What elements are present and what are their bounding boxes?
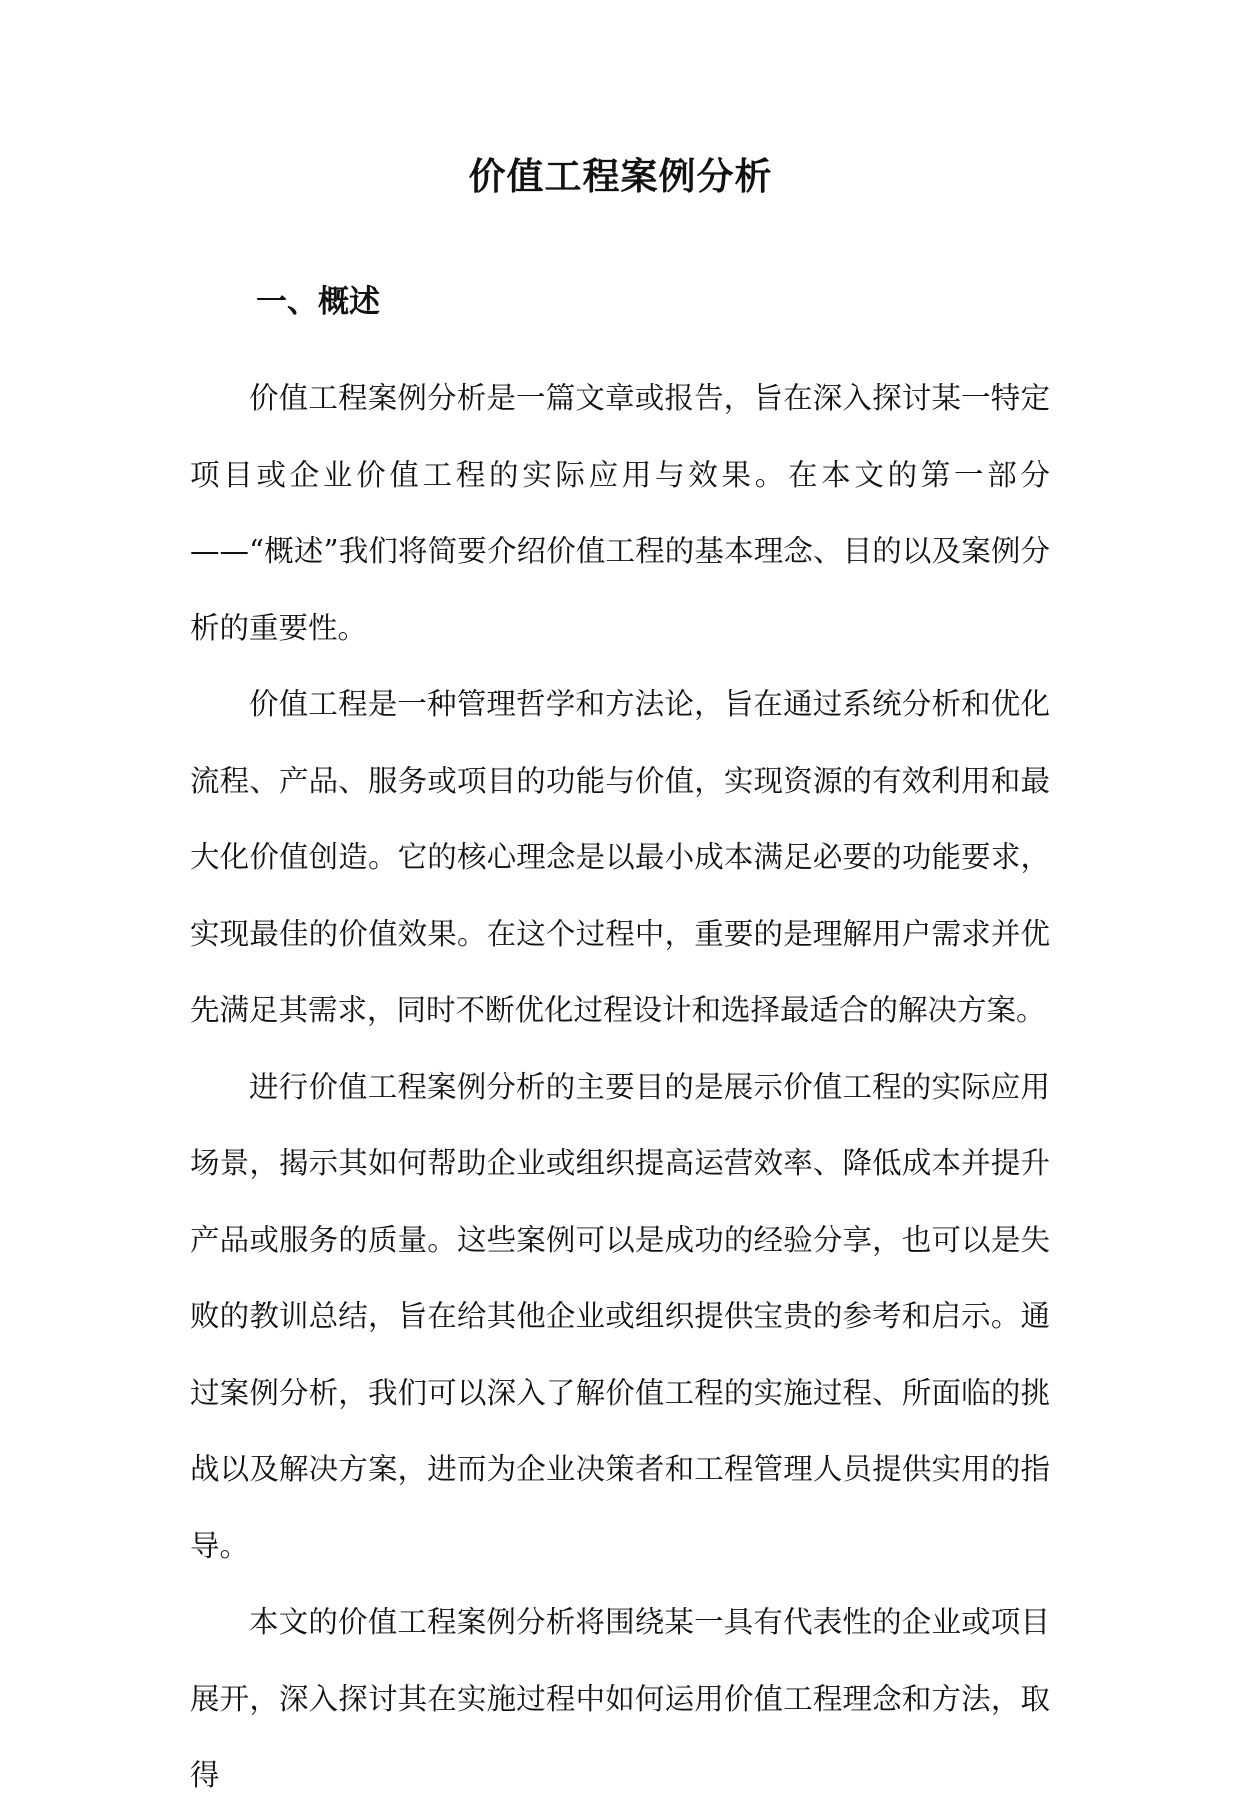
document-body bbox=[190, 360, 1050, 1814]
paragraph: 价值工程是一种管理哲学和方法论，旨在通过系统分析和优化流程、产品、服务或项目的功能与价值，实现资源的有效利用和最大化价值创造。它的核心理念是以最小成本满足必要的功能要求，实现最佳的价值效果。在这个过程中，重要的是理解用户需求并优先满足其需求，同时不断优化过程设计和选择最适合的解决方案。 bbox=[190, 687, 1050, 1027]
document-title: 价值工程案例分析 bbox=[468, 154, 773, 198]
paragraph: 价值工程案例分析是一篇文章或报告，旨在深入探讨某一特定项目或企业价值工程的实际应用与效果。在本文的第一部分——“概述”我们将简要介绍价值工程的基本理念、目的以及案例分析的重要性。 bbox=[190, 381, 1050, 645]
paragraph: 进行价值工程案例分析的主要目的是展示价值工程的实际应用场景，揭示其如何帮助企业或组织提高运营效率、降低成本并提升产品或服务的质量。这些案例可以是成功的经验分享，也可以是失败的教训总结，旨在给其他企业或组织提供宝贵的参考和启示。通过案例分析，我们可以深入了解价值工程的实施过程、所面临的挑战以及解决方案，进而为企业决策者和工程管理人员提供实用的指导。 bbox=[190, 1069, 1050, 1563]
paragraph: 本文的价值工程案例分析将围绕某一具有代表性的企业或项目展开，深入探讨其在实施过程中如何运用价值工程理念和方法，取得 bbox=[190, 1605, 1050, 1792]
section-heading: 一、概述 bbox=[256, 284, 380, 320]
